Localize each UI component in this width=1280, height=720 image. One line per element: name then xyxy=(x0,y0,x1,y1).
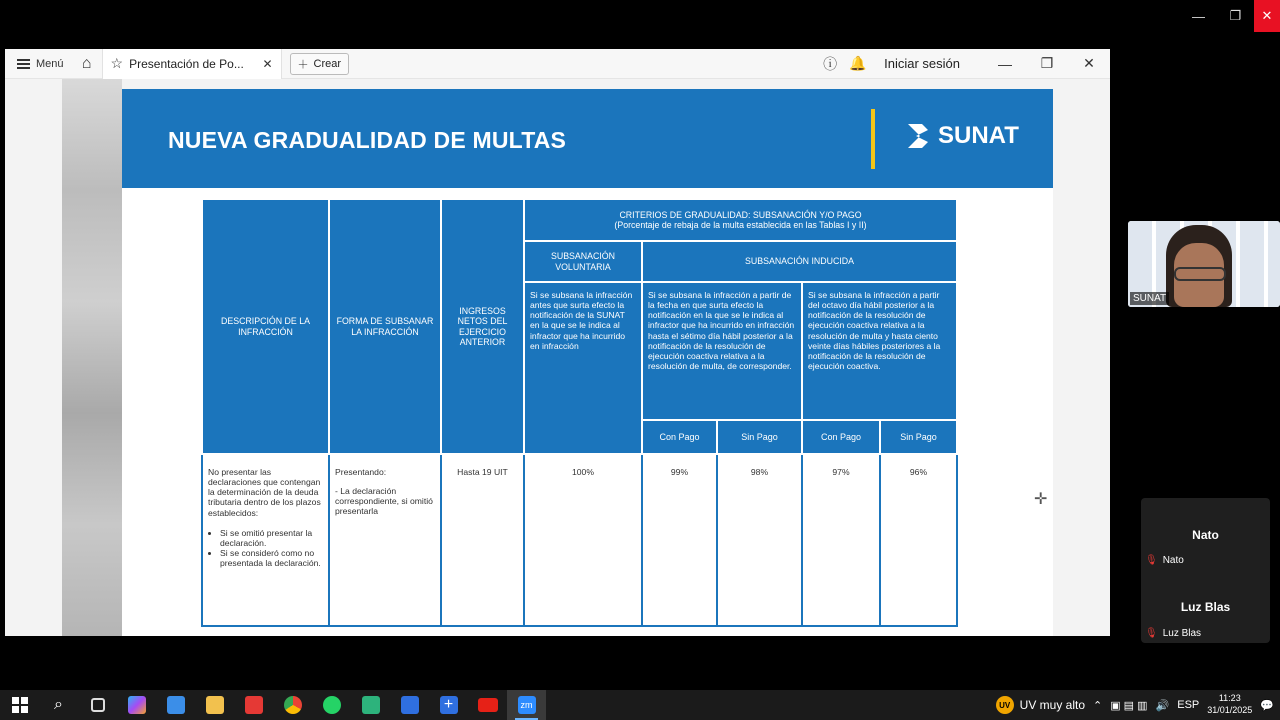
presentation-viewer xyxy=(5,49,1110,636)
sin-pago-2: Sin Pago xyxy=(880,420,957,454)
calendar-icon[interactable] xyxy=(390,690,429,720)
tab-presentation[interactable] xyxy=(102,49,282,79)
desc-inducida-1: Si se subsana la infracción a partir de la fecha en que surta efecto la notificación en la que se le indica al infractor que ha incurrido en infracción hasta el sétimo día hábil posterior a la notificación de la resolución de ejecución coactiva relativa a la resolución de multa, de corresponder. xyxy=(642,282,802,420)
accent-bar xyxy=(871,109,875,169)
cell-ind1-sin: 98% xyxy=(717,454,802,626)
window-minimize-icon[interactable]: — xyxy=(998,55,1012,72)
forma-text-2: - La declaración correspondiente, si omitió presentarla xyxy=(335,486,433,517)
volume-icon[interactable]: 🔊 xyxy=(1155,699,1170,712)
window-close-icon[interactable]: ✕ xyxy=(1083,55,1095,71)
tray-chevron-icon[interactable]: ⌃ xyxy=(1093,699,1103,712)
anydesk-icon[interactable] xyxy=(234,690,273,720)
descripcion-list xyxy=(208,528,323,569)
start-button[interactable] xyxy=(0,690,39,720)
video-tile-camera[interactable] xyxy=(1128,221,1280,307)
gradualidad-table xyxy=(201,198,958,627)
slide-title: NUEVA GRADUALIDAD DE MULTAS xyxy=(168,127,567,153)
outer-window-controls xyxy=(1180,0,1280,32)
weather-label: UV muy alto xyxy=(1019,698,1086,712)
header-criterios xyxy=(524,199,957,241)
chrome-icon[interactable] xyxy=(273,690,312,720)
teams-icon[interactable] xyxy=(351,690,390,720)
menu-button[interactable] xyxy=(5,58,72,70)
tab-close-icon[interactable]: ✕ xyxy=(262,56,273,71)
crosshair-cursor-icon: ✛ xyxy=(1034,491,1048,508)
cell-ingresos: Hasta 19 UIT xyxy=(441,454,524,626)
youtube-icon[interactable] xyxy=(468,690,507,720)
cell-forma xyxy=(329,454,441,626)
header-inducida: SUBSANACIÓN INDUCIDA xyxy=(642,241,957,282)
crear-button[interactable] xyxy=(290,53,350,75)
desc-inducida-2: Si se subsana la infracción a partir del octavo día hábil posterior a la notificación de la resolución de ejecución coactiva relativa a la resolución de multa y hasta ciento veinte días hábiles posteriores a la notificación de la resolución de ejecución coactiva. xyxy=(802,282,957,420)
con-pago-2: Con Pago xyxy=(802,420,880,454)
window-restore-icon[interactable]: ❐ xyxy=(1040,55,1054,71)
copilot-icon[interactable] xyxy=(117,690,156,720)
slide xyxy=(122,89,1053,636)
sunat-logo xyxy=(902,120,1019,152)
descripcion-text: No presentar las declaraciones que contengan la determinación de la deuda tributaria dentro de los plazos establecidos: xyxy=(208,467,321,518)
file-explorer-icon[interactable] xyxy=(195,690,234,720)
header-ingresos: INGRESOS NETOS DEL EJERCICIO ANTERIOR xyxy=(441,199,524,454)
background-photo xyxy=(62,79,122,636)
zoom-app-icon[interactable]: zm xyxy=(507,690,546,720)
header-forma: FORMA DE SUBSANAR LA INFRACCIÓN xyxy=(329,199,441,454)
descripcion-bullet: • Si se omitió presentar la declaración. xyxy=(220,528,323,548)
descripcion-bullet: • Si se consideró como no presentada la declaración. xyxy=(220,548,323,568)
slide-area xyxy=(5,79,1110,636)
restore-icon[interactable]: ❐ xyxy=(1229,8,1242,23)
star-icon[interactable]: ☆ xyxy=(110,55,124,71)
participant-title: Nato xyxy=(1192,528,1219,542)
camera-name-label: SUNAT xyxy=(1130,292,1169,305)
slide-header xyxy=(122,89,1053,188)
forma-text-1: Presentando: xyxy=(335,467,387,477)
participants-panel xyxy=(1141,498,1270,643)
header-voluntaria: SUBSANACIÓN VOLUNTARIA xyxy=(524,241,642,282)
desc-voluntaria: Si se subsana la infracción antes que surta efecto la notificación de la SUNAT en la que se le indica al infractor que ha incurrido en infracción xyxy=(524,282,642,454)
cell-ind2-con: 97% xyxy=(802,454,880,626)
criterios-subtitle: (Porcentaje de rebaja de la multa establecida en las Tablas I y II) xyxy=(614,220,867,230)
close-icon[interactable]: ✕ xyxy=(1254,0,1280,32)
notification-icon[interactable]: 💬 xyxy=(1260,699,1274,712)
mic-muted-icon: 🎙 xyxy=(1145,628,1158,639)
clock-date: 31/01/2025 xyxy=(1207,705,1253,715)
uv-sun-icon: UV xyxy=(996,696,1014,714)
sin-pago-1: Sin Pago xyxy=(717,420,802,454)
plus-icon: ＋ xyxy=(297,58,309,71)
menu-label: Menú xyxy=(36,57,64,70)
mic-muted-icon: 🎙 xyxy=(1145,555,1158,566)
viewer-toolbar xyxy=(5,49,1110,79)
hamburger-icon xyxy=(17,59,30,69)
participant-label: Nato xyxy=(1162,555,1184,566)
bell-icon[interactable]: 🔔 xyxy=(849,55,867,71)
windows-icon xyxy=(12,697,28,713)
tab-label: Presentación de Po... xyxy=(129,56,244,71)
participant-row[interactable] xyxy=(1145,555,1184,566)
criterios-title: CRITERIOS DE GRADUALIDAD: SUBSANACIÓN Y/O PAGO xyxy=(619,209,862,220)
participant-title: Luz Blas xyxy=(1180,600,1231,614)
sunat-logo-icon xyxy=(902,120,934,152)
cell-ind2-sin: 96% xyxy=(880,454,957,626)
con-pago-1: Con Pago xyxy=(642,420,717,454)
header-descripcion: DESCRIPCIÓN DE LA INFRACCIÓN xyxy=(202,199,329,454)
signin-button[interactable]: Iniciar sesión xyxy=(884,56,960,71)
home-icon[interactable]: ⌂ xyxy=(81,54,92,72)
crear-label: Crear xyxy=(313,57,342,70)
cell-descripcion xyxy=(202,454,329,626)
clock-time: 11:23 xyxy=(1218,693,1241,704)
participant-glasses xyxy=(1174,267,1226,281)
taskbar xyxy=(0,690,1280,720)
search-icon[interactable]: ⌕ xyxy=(54,696,63,713)
add-app-icon[interactable]: + xyxy=(429,690,468,720)
language-indicator[interactable]: ESP xyxy=(1177,699,1200,711)
participant-row[interactable] xyxy=(1145,628,1201,639)
logo-text: SUNAT xyxy=(938,122,1019,149)
store-icon[interactable] xyxy=(156,690,195,720)
cell-voluntaria: 100% xyxy=(524,454,642,626)
minimize-icon[interactable]: — xyxy=(1192,8,1205,24)
participant-label: Luz Blas xyxy=(1162,628,1202,639)
tray-icons[interactable]: ▣ ▤ ▥ xyxy=(1110,699,1148,712)
weather-widget[interactable] xyxy=(996,696,1085,714)
whatsapp-icon[interactable] xyxy=(312,690,351,720)
task-view-icon[interactable] xyxy=(78,690,117,720)
help-icon[interactable]: ⓘ xyxy=(823,55,838,72)
system-tray xyxy=(996,693,1280,716)
clock[interactable] xyxy=(1207,693,1252,716)
cell-ind1-con: 99% xyxy=(642,454,717,626)
